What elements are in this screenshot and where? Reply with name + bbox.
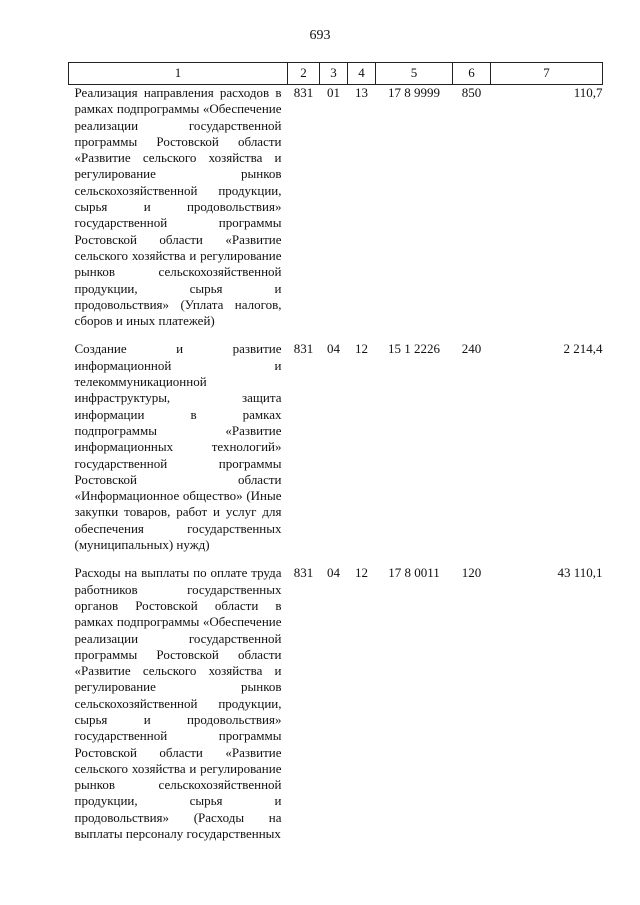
header-col-3: 3	[320, 63, 348, 85]
row-expense-type-code: 850	[461, 85, 482, 100]
row-subsection-code: 13	[355, 85, 368, 100]
header-col-7: 7	[491, 63, 603, 85]
row-amount: 2 214,4	[563, 341, 603, 357]
header-col-5: 5	[376, 63, 453, 85]
row-description: Реализация направления расходов в рамках подпрограммы «Обеспечение реализации государственной программы Ростовской области «Развитие сельского хозяйства и регулирование рынков сельскохозяйственной продукции, сырья и продовольствия» государственной программы Ростовской области «Развитие сельского хозяйства и регулирование рынков сельскохозяйственной продукции, сырья и продовольствия» (Уплата налогов, сборов и иных платежей)	[74, 85, 282, 329]
header-col-1: 1	[69, 63, 288, 85]
page-number: 693	[309, 28, 331, 43]
row-expense-type-code: 120	[461, 565, 482, 581]
header-col-4: 4	[348, 63, 376, 85]
header-col-2: 2	[288, 63, 320, 85]
table-row	[69, 565, 603, 854]
row-expense-type-code: 240	[461, 341, 482, 357]
row-subsection-code: 12	[355, 341, 368, 357]
table-header-row	[69, 63, 603, 85]
row-amount: 43 110,1	[557, 565, 603, 581]
row-amount: 110,7	[573, 85, 603, 100]
row-section-code: 04	[327, 565, 340, 581]
row-section-code: 01	[327, 85, 340, 100]
row-ministry-code: 831	[293, 85, 314, 100]
table-row	[69, 85, 603, 342]
row-section-code: 04	[327, 341, 340, 357]
table-row	[69, 341, 603, 565]
row-ministry-code: 831	[293, 341, 314, 357]
row-ministry-code: 831	[293, 565, 314, 581]
row-target-code: 17 8 9999	[388, 85, 440, 100]
row-description: Расходы на выплаты по оплате труда работников государственных органов Ростовской области в рамках подпрограммы «Обеспечение реализации государственной программы Ростовской области «Развитие сельского хозяйства и регулирование рынков сельскохозяйственной продукции, сырья и продовольствия» государственной программы Ростовской области «Развитие сельского хозяйства и регулирование рынков сельскохозяйственной продукции, сырья и продовольствия» (Расходы на выплаты персоналу государственных	[74, 565, 282, 842]
row-target-code: 17 8 0011	[388, 565, 440, 581]
header-col-6: 6	[453, 63, 491, 85]
row-subsection-code: 12	[355, 565, 368, 581]
row-description: Создание и развитие информационной и телекоммуникационной инфраструктуры, защита информации в рамках подпрограммы «Развитие информационных технологий» государственной программы Ростовской области «Информационное общество» (Иные закупки товаров, работ и услуг для обеспечения государственных (муниципальных) нужд)	[74, 341, 282, 553]
row-target-code: 15 1 2226	[388, 341, 440, 357]
budget-table	[68, 62, 603, 854]
